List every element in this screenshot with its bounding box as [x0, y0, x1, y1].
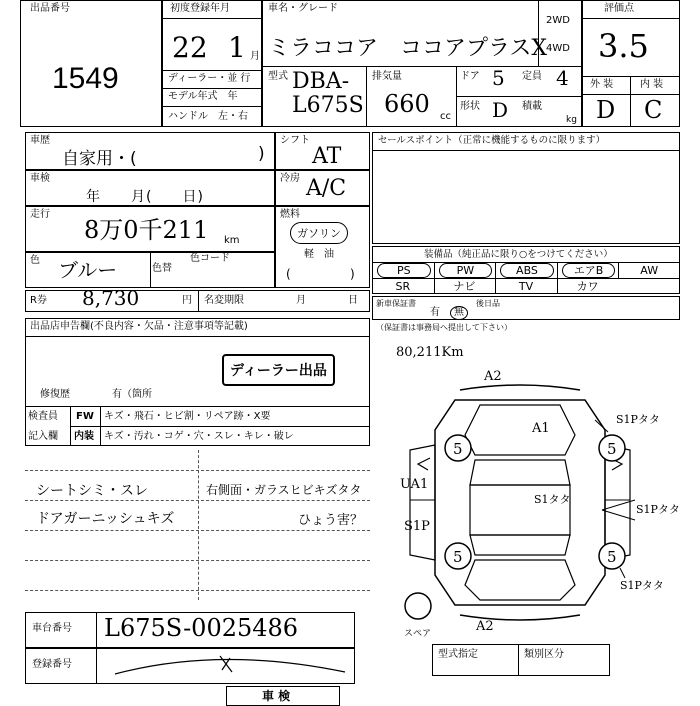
- name-change-day: 日: [348, 295, 358, 306]
- inspection-value: 年 月( 日): [86, 189, 204, 205]
- recycle-yen: 円: [182, 295, 192, 306]
- equipment-tv: TV: [518, 280, 534, 293]
- interior-label-row: 内装: [74, 431, 94, 442]
- tire-score-rl: 5: [453, 548, 463, 566]
- repair-value: 有（箇所: [112, 389, 152, 400]
- warranty-box: [372, 296, 680, 320]
- declaration-label: 出品店申告欄(不良内容・欠品・注意事項等記載): [30, 321, 248, 332]
- tire-score-fl: 5: [453, 440, 463, 458]
- model-label: 型式: [268, 71, 288, 82]
- recycle-value: 8,730: [82, 286, 140, 310]
- registration-scribble: [110, 650, 350, 680]
- shift-label: シフト: [280, 135, 310, 146]
- chassis-label: 車台番号: [32, 623, 72, 634]
- shape-label: 形状: [460, 101, 480, 112]
- ac-value: A/C: [306, 176, 347, 201]
- warranty-has: 有: [430, 307, 440, 318]
- ac-label: 冷房: [280, 173, 300, 184]
- equipment-aw: AW: [640, 264, 659, 277]
- repair-label: 修復歴: [40, 389, 70, 400]
- door-value: 5: [492, 66, 505, 90]
- diagram-roof: S1タタ: [534, 493, 571, 506]
- name-change-month: 月: [296, 295, 306, 306]
- first-reg-year: 22: [172, 31, 208, 64]
- color-value: ブルー: [58, 258, 118, 282]
- diagram-rear: A2: [476, 619, 494, 634]
- inspection-label: 車検: [30, 173, 50, 184]
- class-label: 類別区分: [524, 649, 564, 660]
- loading-label: 積載: [522, 101, 542, 112]
- recycle-label: R券: [30, 295, 47, 306]
- dealer-label: ディーラー・並 行: [168, 73, 251, 84]
- mileage-value: 8万0千211: [84, 216, 209, 244]
- month-unit: 月: [250, 51, 260, 62]
- sales-point-box: [372, 132, 680, 244]
- model-code: DBA-L675S: [292, 69, 364, 118]
- equipment-label: 装備品（純正品に限り○をつけてください）: [424, 249, 613, 260]
- registration-label: 登録番号: [32, 659, 72, 670]
- diagram-right-front: S1Pタタ: [616, 413, 660, 426]
- history-label: 車歴: [30, 135, 50, 146]
- mileage-label: 走行: [30, 209, 50, 220]
- model-year-label: モデル年式 年: [168, 91, 238, 102]
- color-code-label: 色コード: [190, 253, 230, 264]
- exterior-grade: D: [596, 96, 616, 124]
- chassis-value: L675S-0025486: [104, 614, 299, 642]
- dealer-stamp: ディーラー出品: [222, 354, 335, 386]
- sales-point-label: セールスポイント（正常に機能するものに限ります）: [378, 135, 606, 146]
- exterior-label: 外 装: [590, 79, 614, 90]
- fuel-paren-close: ): [350, 267, 355, 281]
- diagram-left-lower: S1P: [404, 519, 430, 534]
- first-reg-label: 初度登録年月: [170, 3, 230, 14]
- equipment-ナビ: ナビ: [453, 280, 476, 293]
- certificate-label: 型式指定: [438, 649, 478, 660]
- diagram-right-mid: S1Pタタ: [636, 503, 680, 516]
- mileage-unit: km: [224, 235, 240, 246]
- equipment-ps: PS: [377, 263, 431, 278]
- shift-value: AT: [312, 144, 342, 169]
- fuel-paren-open: (: [286, 267, 291, 281]
- inspector-label: 検査員: [28, 411, 58, 422]
- shape-value: D: [492, 98, 509, 122]
- cc-unit: cc: [440, 111, 451, 122]
- fuel-gasoline: ガソリン: [290, 222, 348, 244]
- note-line1: シートシミ・スレ: [36, 483, 148, 499]
- fuel-label: 燃料: [280, 209, 300, 220]
- footer-text: 車 検: [262, 689, 291, 703]
- equipment-カワ: カワ: [576, 280, 599, 293]
- first-reg-month: 1: [228, 31, 246, 64]
- equipment-pw: PW: [439, 263, 493, 278]
- history-value: 自家用・(: [62, 149, 137, 169]
- score-value: 3.5: [598, 27, 649, 65]
- diagram-right-rear: S1Pタタ: [620, 579, 664, 592]
- displacement-value: 660: [384, 90, 430, 118]
- handle-label: ハンドル 左・右: [168, 111, 248, 122]
- fw-items: キズ・飛石・ヒビ割・リペア跡・X要: [104, 411, 271, 422]
- note-line2: ドアガーニッシュキズ: [36, 511, 175, 527]
- note-right1: 右側面・ガラスヒビキズタタ: [206, 483, 362, 497]
- diagram-hood: A1: [532, 421, 550, 436]
- interior-items: キズ・汚れ・コゲ・穴・スレ・キレ・破レ: [104, 431, 294, 442]
- lot-label: 出品番号: [30, 3, 70, 14]
- equipment-sr: SR: [395, 280, 411, 293]
- note-right2: ひょう害？: [298, 513, 364, 528]
- car-name: ミラココア: [268, 36, 379, 61]
- fuel-diesel: 軽 油: [304, 249, 334, 260]
- warranty-note: （保証書は事務局へ提出して下さい）: [376, 323, 512, 332]
- kg-unit: kg: [566, 115, 577, 125]
- name-change-label: 名変期限: [204, 295, 244, 306]
- tire-score-fr: 5: [607, 440, 617, 458]
- interior-label: 内 装: [640, 79, 664, 90]
- lot-number: 1549: [52, 62, 119, 95]
- displacement-label: 排気量: [372, 71, 402, 82]
- diagram-left-side: UA1: [400, 477, 429, 492]
- fw-label: FW: [76, 411, 94, 422]
- equipment-abs: ABS: [500, 263, 554, 278]
- grade: ココアプラスX: [400, 36, 548, 61]
- capacity-value: 4: [556, 66, 569, 90]
- history-close: ): [258, 144, 265, 164]
- interior-grade: C: [644, 96, 663, 124]
- tire-score-rr: 5: [607, 548, 617, 566]
- warranty-none: 無: [450, 306, 468, 320]
- spare-label: スペア: [404, 629, 432, 639]
- color-label: 色: [30, 255, 40, 266]
- diagram-mileage-note: 80,211Km: [396, 345, 464, 360]
- score-label: 評価点: [604, 3, 634, 14]
- repaint-label: 色替: [152, 263, 172, 274]
- equipment-エアb: エアB: [562, 263, 616, 278]
- diagram-front: A2: [484, 369, 502, 384]
- entry-label: 記入欄: [28, 431, 58, 442]
- capacity-label: 定員: [522, 71, 542, 82]
- car-name-label: 車名・グレード: [268, 3, 338, 14]
- warranty-after-label: 後日品: [476, 299, 500, 308]
- door-label: ドア: [460, 71, 480, 82]
- drive-4wd: 4WD: [546, 43, 570, 54]
- warranty-label: 新車保証書: [376, 299, 416, 308]
- drive-2wd: 2WD: [546, 15, 570, 26]
